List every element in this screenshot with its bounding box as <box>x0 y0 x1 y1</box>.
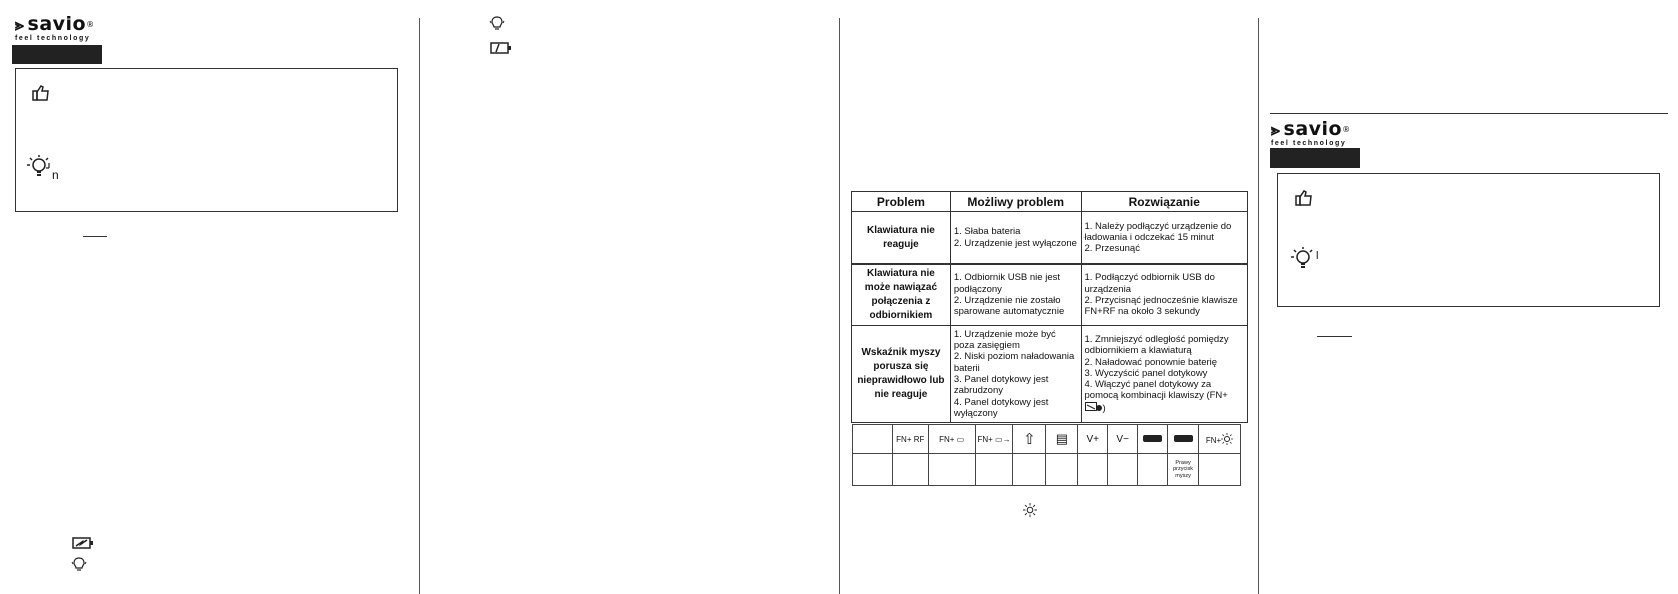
key-left-mouse <box>1138 425 1168 454</box>
key-volume-down: V− <box>1108 425 1138 454</box>
brand-name: savio <box>27 13 87 35</box>
right-button-icon <box>1174 435 1193 442</box>
section-header-bar <box>12 45 102 64</box>
key-home: ⇧ <box>1013 425 1046 454</box>
info-box <box>1277 173 1660 307</box>
savio-logo: ⪢ savio® feel technology <box>1271 118 1351 147</box>
brand-tagline: feel technology <box>15 35 91 42</box>
key-function-table <box>852 424 1241 486</box>
key-cell <box>853 425 893 454</box>
cause-cell: 1. Odbiornik USB nie jest podłączony 2. Urządzenie nie zostało sparowane automatycznie <box>950 264 1081 326</box>
thumbs-up-icon <box>1294 188 1314 208</box>
table-row <box>852 212 1248 265</box>
top-rule <box>1270 113 1668 114</box>
cause-cell: 1. Słaba bateria 2. Urządzenie jest wyłączone <box>950 212 1081 265</box>
table-row <box>852 326 1248 423</box>
key-row <box>853 425 1241 454</box>
header-cause: Możliwy problem <box>950 192 1081 212</box>
solution-cell: 1. Zmniejszyć odległość pomiędzy odbiornikiem a klawiaturą 2. Naładować ponownie baterię 3. Wyczyścić panel dotykowy 4. Włączyć panel dotykowy za pomocą kombinacji klawiszy (FN+) <box>1081 326 1248 423</box>
key-fn-backlight: FN+ <box>1199 425 1241 454</box>
savio-logo: ⪢ savio® feel technology <box>15 13 95 42</box>
battery-charging-icon <box>72 537 94 549</box>
key-fn-rf: FN+ RF <box>892 425 928 454</box>
problem-cell: Wskaźnik myszy porusza się nieprawidłowo lub nie reaguje <box>852 326 951 423</box>
light-bulb-icon <box>27 154 53 180</box>
column-divider-1 <box>419 18 420 594</box>
solution-cell: 1. Należy podłączyć urządzenie do ładowania i odczekać 15 minut 2. Przesunąć <box>1081 212 1248 265</box>
underline-mark <box>1317 336 1352 337</box>
key-right-mouse <box>1168 425 1199 454</box>
key-volume-up: V+ <box>1078 425 1108 454</box>
backlight-icon <box>1221 433 1233 445</box>
bulb-outline-icon <box>489 15 505 31</box>
troubleshooting-table <box>851 191 1248 423</box>
problem-cell: Klawiatura nie reaguje <box>852 212 951 265</box>
battery-outline-icon <box>490 42 512 54</box>
key-menu: ▤ <box>1046 425 1078 454</box>
key-fn-touchpad-switch: FN+ ▭→ <box>975 425 1013 454</box>
light-bulb-icon <box>1291 246 1317 272</box>
solution-cell: 1. Podłączyć odbiornik USB do urządzenia 2. Przycisnąć jednocześnie klawisze FN+RF na około 3 sekundy <box>1081 264 1248 326</box>
key-fn-touchpad: FN+ ▭ <box>928 425 975 454</box>
info-box <box>15 68 398 212</box>
header-solution: Rozwiązanie <box>1081 192 1248 212</box>
bulb-subscript: l <box>1316 250 1319 262</box>
table-row <box>852 264 1248 326</box>
thumbs-up-icon <box>31 83 51 103</box>
bulb-outline-icon <box>71 556 87 572</box>
column-divider-3 <box>1258 18 1259 594</box>
table-header-row <box>852 192 1248 212</box>
section-header-bar <box>1270 148 1360 168</box>
problem-cell: Klawiatura nie może nawiązać połączenia z odbiornikiem <box>852 264 951 326</box>
header-problem: Problem <box>852 192 951 212</box>
column-divider-2 <box>839 18 840 594</box>
description-row <box>853 454 1241 486</box>
right-mouse-description: Prawy przycisk myszy <box>1168 454 1199 486</box>
brand-tagline: feel technology <box>1271 140 1347 147</box>
brand-name: savio <box>1283 118 1343 140</box>
cause-cell: 1. Urządzenie może być poza zasięgiem 2. Niski poziom naładowania baterii 3. Panel dotykowy jest zabrudzony 4. Panel dotykowy jest wyłączony <box>950 326 1081 423</box>
touchpad-icon <box>1085 402 1103 412</box>
backlight-icon <box>1023 503 1037 517</box>
bulb-subscript: n <box>52 168 59 182</box>
underline-mark <box>83 236 107 237</box>
left-button-icon <box>1143 435 1162 442</box>
